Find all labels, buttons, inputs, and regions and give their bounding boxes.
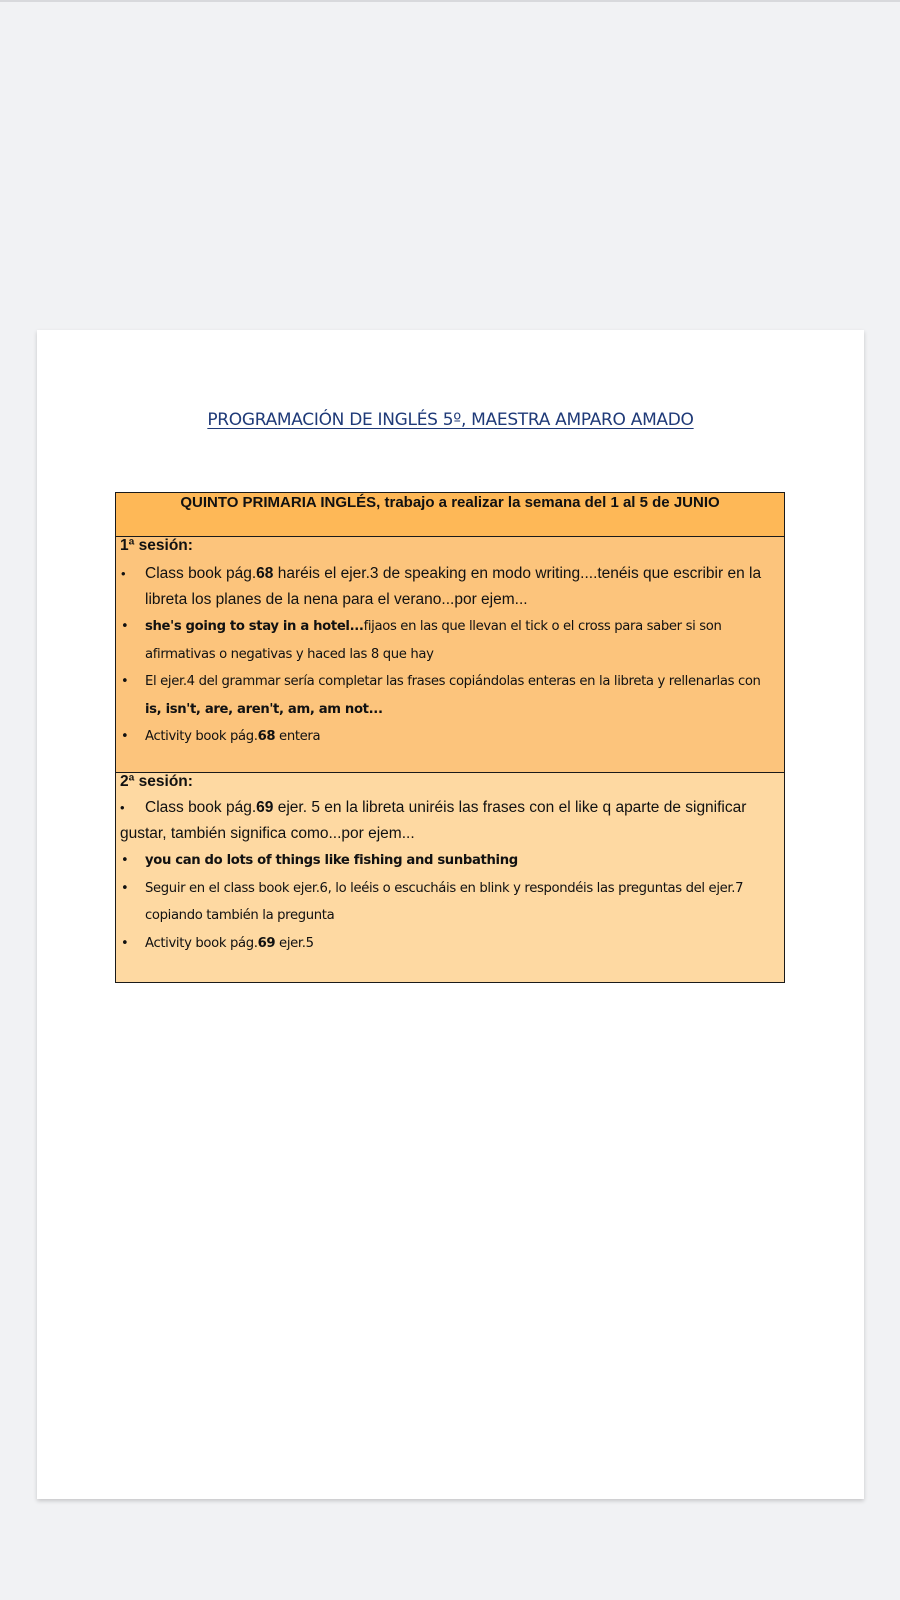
document-page [37, 330, 864, 1499]
bullet: • [121, 729, 129, 744]
bullet: • [121, 880, 129, 896]
top-divider [0, 0, 900, 2]
session-1-item-1: • Class book pág.68 haréis el ejer.3 de speaking en modo writing....tenéis que escribir en la libreta los planes de la nena para el verano...por ejem... [120, 561, 780, 613]
session-1-item-2: • she's going to stay in a hotel...fijaos en las que llevan el tick o el cross para saber si son afirmativas o negativas y haced las 8 que hay [120, 613, 780, 668]
bullet: • [121, 674, 129, 689]
bullet: • [121, 566, 126, 581]
bullet: • [120, 800, 125, 815]
bullet: • [121, 853, 129, 868]
session-2-heading: 2ª sesión: [120, 773, 193, 790]
session-2-item-1: • Class book pág.69 ejer. 5 en la libreta uniréis las frases con el like q aparte de significar gustar, también significa como...por ejem... [120, 795, 780, 847]
table-header: QUINTO PRIMARIA INGLÉS, trabajo a realizar la semana del 1 al 5 de JUNIO [116, 493, 784, 537]
document-title: PROGRAMACIÓN DE INGLÉS 5º, MAESTRA AMPARO AMADO [207, 410, 694, 430]
session-1 [116, 537, 784, 773]
bullet: • [121, 619, 129, 634]
session-2-item-2: • you can do lots of things like fishing and sunbathing [120, 847, 780, 875]
session-1-heading: 1ª sesión: [120, 537, 193, 554]
schedule-table [115, 492, 785, 983]
bullet: • [121, 935, 129, 951]
session-2 [116, 773, 784, 982]
session-2-item-4: • Activity book pág.69 ejer.5 [120, 930, 780, 958]
session-1-item-3: • El ejer.4 del grammar sería completar las frases copiándolas enteras en la libreta y rellenarlas con is, isn't, are, aren't, am, am not... [120, 668, 780, 723]
session-1-item-4: • Activity book pág.68 entera [120, 723, 780, 751]
session-2-item-3: • Seguir en el class book ejer.6, lo leéis o escucháis en blink y respondéis las preguntas del ejer.7 copiando también la pregunta [120, 875, 780, 930]
